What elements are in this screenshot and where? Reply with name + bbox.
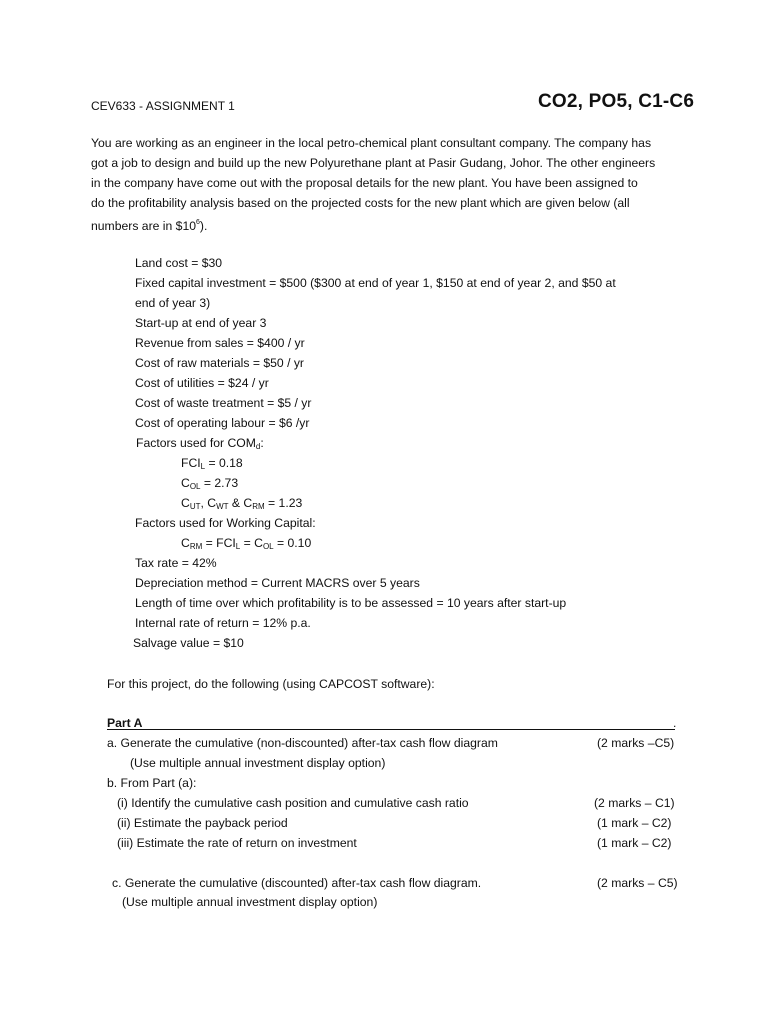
question-a-marks: (2 marks –C5) <box>597 736 675 750</box>
intro-paragraph <box>91 133 681 236</box>
startup: Start-up at end of year 3 <box>135 316 267 330</box>
question-a: a. Generate the cumulative (non-discounted) after-tax cash flow diagram <box>107 736 498 750</box>
land-cost: Land cost = $30 <box>135 256 223 270</box>
assessment-length: Length of time over which profitability is to be assessed = 10 years after start-up <box>135 596 567 610</box>
cut-cwt-crm-factor: $C_{UT}$, $C_{WT}$ & $C_{RM} = 1.23$ <box>181 496 303 511</box>
revenue: Revenue from sales = $400 / yr <box>135 336 305 350</box>
com-factors-heading: Factors used for $COM_d$: <box>136 436 264 451</box>
working-capital-heading: Factors used for Working Capital: <box>135 516 316 530</box>
intro-line: in the company have come out with the proposal details for the new plant. You have been assigned to <box>91 176 638 190</box>
depreciation: Depreciation method = Current MACRS over 5 years <box>135 576 420 590</box>
question-b-i: (i) Identify the cumulative cash position and cumulative cash ratio <box>117 796 469 810</box>
utilities: Cost of utilities = $24 / yr <box>135 376 269 390</box>
salvage-value: Salvage value = $10 <box>133 636 244 650</box>
intro-line: numbers are in $\$10^6$). <box>91 219 208 233</box>
instructions: For this project, do the following (using CAPCOST software): <box>107 677 435 691</box>
course-title: CEV633 - ASSIGNMENT 1 <box>91 99 235 113</box>
tax-rate: Tax rate = 42% <box>135 556 217 570</box>
question-b: b. From Part (a): <box>107 776 197 790</box>
part-a-underline <box>107 729 675 730</box>
question-b-ii: (ii) Estimate the payback period <box>117 816 288 830</box>
question-b-ii-marks: (1 mark – C2) <box>597 816 672 830</box>
intro-line: got a job to design and build up the new Polyurethane plant at Pasir Gudang, Johor. The other engineers <box>91 156 656 170</box>
question-a-note: (Use multiple annual investment display option) <box>130 756 386 770</box>
working-capital-factor: $C_{RM} = FCI_L = C_{OL} = 0.10$ <box>181 536 312 551</box>
question-c-marks: (2 marks – C5) <box>597 876 678 890</box>
intro-line: You are working as an engineer in the local petro-chemical plant consultant company. The company has <box>91 136 652 150</box>
part-a-end-dot: . <box>673 716 677 730</box>
waste-treatment: Cost of waste treatment = $5 / yr <box>135 396 312 410</box>
question-b-i-marks: (2 marks – C1) <box>594 796 675 810</box>
fixed-capital-line1: Fixed capital investment = $500 ($300 at end of year 1, $150 at end of year 2, and $50 at <box>135 276 616 290</box>
operating-labour: Cost of operating labour = $6 /yr <box>135 416 310 430</box>
fixed-capital-line2: end of year 3) <box>135 296 211 310</box>
question-c-note: (Use multiple annual investment display option) <box>122 895 378 909</box>
intro-line: do the profitability analysis based on the projected costs for the new plant which are given below (all <box>91 196 630 210</box>
question-c: c. Generate the cumulative (discounted) after-tax cash flow diagram. <box>112 876 482 890</box>
fci-factor: $FCI_L = 0.18$ <box>181 456 243 471</box>
col-factor: $C_{OL} = 2.73$ <box>181 476 239 491</box>
course-outcomes: CO2, PO5, C1-C6 <box>538 91 695 112</box>
raw-materials: Cost of raw materials = $50 / yr <box>135 356 304 370</box>
question-b-iii-marks: (1 mark – C2) <box>597 836 672 850</box>
internal-rate-of-return: Internal rate of return = 12% p.a. <box>135 616 311 630</box>
part-a-title: Part A <box>107 716 143 730</box>
question-b-iii: (iii) Estimate the rate of return on investment <box>117 836 357 850</box>
